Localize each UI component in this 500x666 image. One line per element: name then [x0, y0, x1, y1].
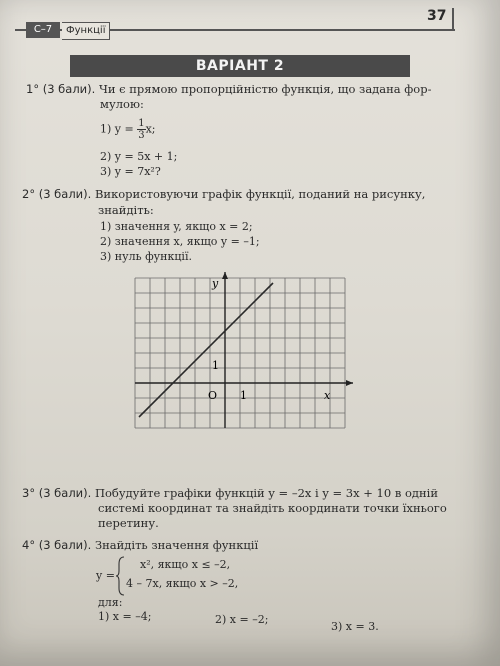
unit-x-label: 1: [240, 389, 247, 402]
task4-option3: 3) x = 3.: [331, 620, 379, 633]
task2-option1: 1) значення y, якщо x = 2;: [100, 220, 253, 233]
task4-label: 4° (3 бали).: [22, 538, 92, 552]
function-graph: [125, 270, 355, 470]
origin-label: O: [208, 389, 218, 402]
task4-text1: Знайдіть значення функції: [94, 538, 259, 552]
y-axis-label: y: [212, 277, 219, 290]
section-tag: С–7: [26, 22, 60, 38]
page-number: 37: [427, 8, 454, 30]
task3-line1: [22, 486, 438, 501]
task4-option2: 2) x = –2;: [215, 613, 269, 626]
task1-text2: мулою:: [100, 97, 144, 111]
variant-title: ВАРІАНТ 2: [70, 55, 410, 77]
x-axis-arrow-icon: [346, 380, 353, 386]
task4-line1: [22, 538, 258, 553]
task2-line1: [22, 187, 425, 202]
graph-axes: [135, 272, 353, 428]
fraction-numerator: 1: [138, 118, 145, 129]
graph-grid: [135, 278, 345, 428]
function-line: [139, 283, 273, 417]
task3-text1: Побудуйте графіки функцій y = –2x і y = 3x + 10 в одній: [94, 486, 438, 500]
task1-label: 1° (3 бали).: [26, 82, 96, 96]
task3-label: 3° (3 бали).: [22, 486, 92, 500]
unit-y-label: 1: [212, 359, 219, 372]
task2-text1: Використовуючи графік функції, поданий на рисунку,: [94, 187, 426, 201]
task1-opt1-suffix: x;: [145, 122, 156, 136]
task4-dlya: для:: [98, 596, 123, 609]
brace-icon: [116, 556, 126, 596]
task4-case2: 4 – 7x, якщо x > –2,: [126, 577, 239, 590]
task2-label: 2° (3 бали).: [22, 187, 92, 201]
task1-text1: Чи є прямою пропорційністю функція, що задана фор-: [98, 82, 432, 96]
task1-option2: 2) y = 5x + 1;: [100, 150, 178, 163]
task3-text2: системі координат та знайдіть координати точки їхнього: [98, 501, 447, 515]
task4-option1: 1) x = –4;: [98, 610, 152, 623]
section-name: Функції: [62, 22, 110, 40]
task2-option3: 3) нуль функції.: [100, 250, 192, 263]
task4-case1: x², якщо x ≤ –2,: [140, 558, 231, 571]
fraction-denominator: 3: [138, 130, 145, 141]
task1-option3: 3) y = 7x²?: [100, 165, 161, 178]
task2-text2: знайдіть:: [98, 203, 154, 217]
task2-option2: 2) значення x, якщо y = –1;: [100, 235, 260, 248]
task1-line1: [26, 82, 431, 97]
task3-text3: перетину.: [98, 516, 159, 530]
task4-y-eq: y =: [96, 569, 115, 582]
x-axis-label: x: [324, 389, 331, 402]
fraction: [137, 118, 145, 141]
task1-option1: [100, 118, 156, 141]
y-axis-arrow-icon: [222, 272, 228, 279]
task1-opt1-prefix: 1) y =: [100, 122, 138, 136]
